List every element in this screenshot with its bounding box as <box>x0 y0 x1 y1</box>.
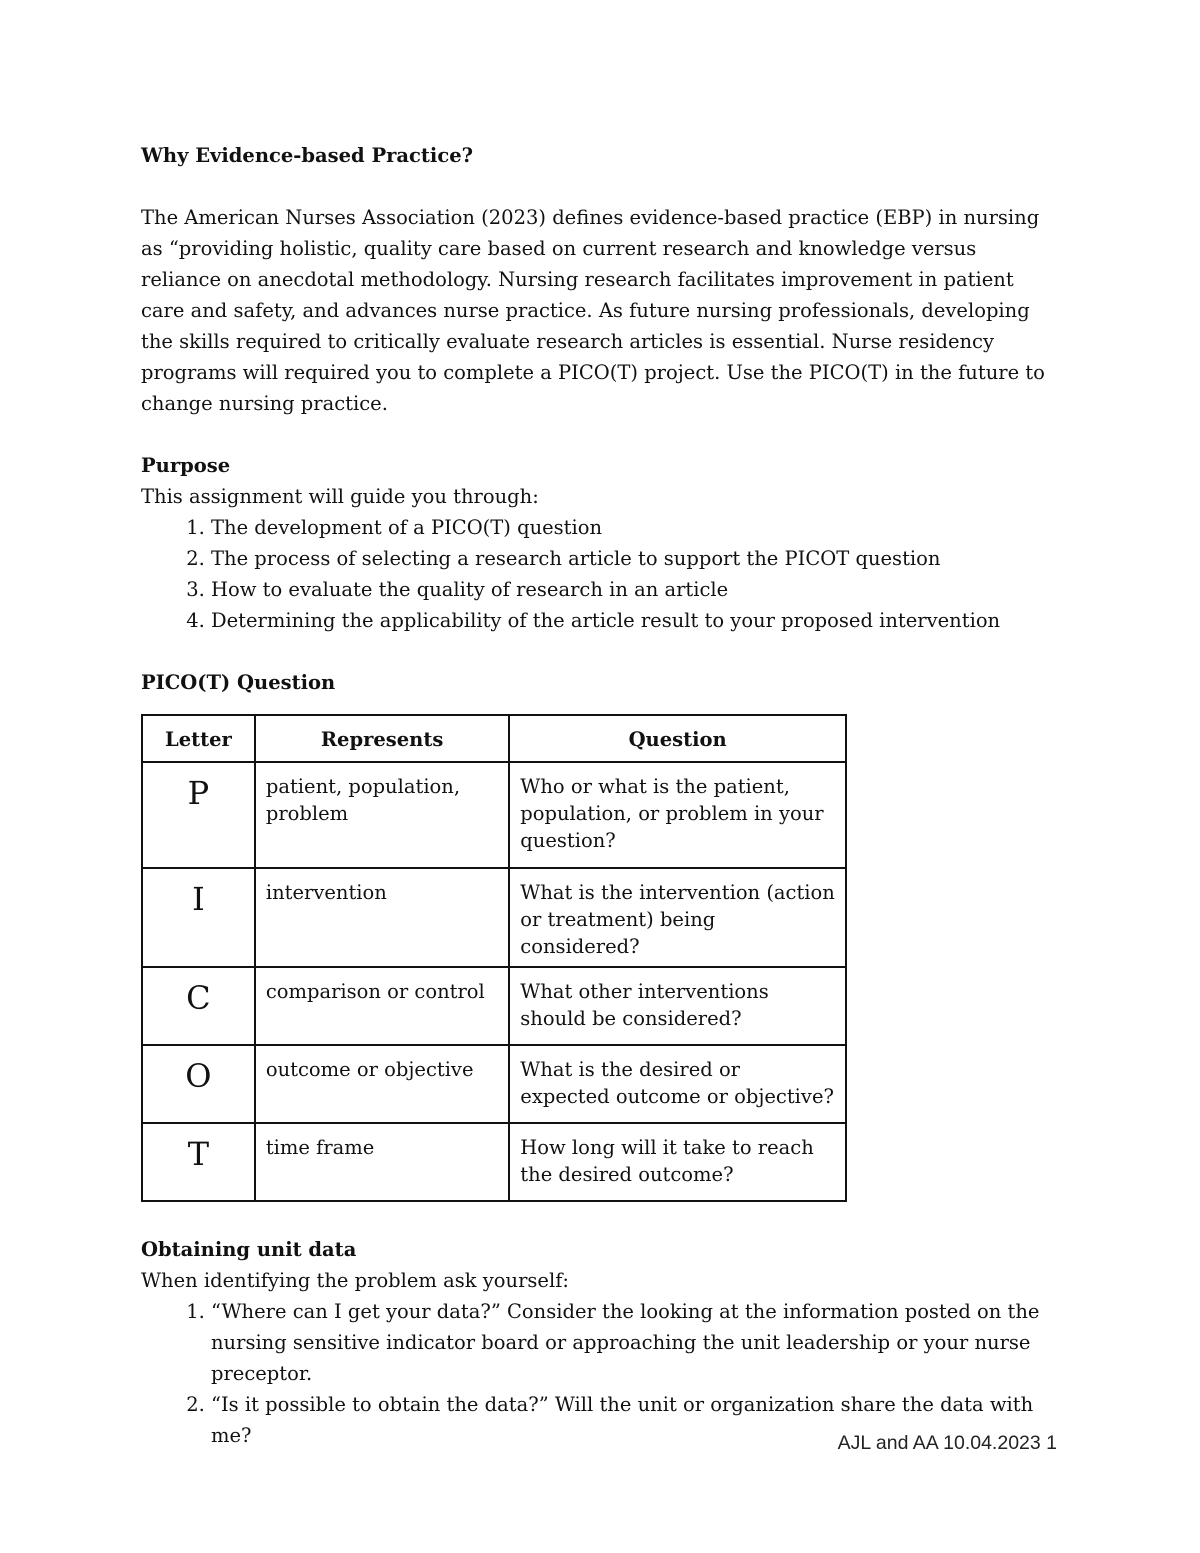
document-page <box>141 140 1061 1451</box>
table-row <box>142 762 846 868</box>
column-header-represents: Represents <box>255 715 509 762</box>
represents-cell: patient, population, problem <box>255 762 509 868</box>
purpose-lead: This assignment will guide you through: <box>141 485 539 508</box>
letter-cell: C <box>142 967 255 1045</box>
table-row <box>142 1123 846 1201</box>
table-row <box>142 1045 846 1123</box>
table-row <box>142 967 846 1045</box>
represents-cell: intervention <box>255 868 509 967</box>
table-header-row <box>142 715 846 762</box>
represents-cell: comparison or control <box>255 967 509 1045</box>
letter-cell: P <box>142 762 255 868</box>
question-cell: What other interventions should be considered? <box>509 967 846 1045</box>
question-cell: How long will it take to reach the desired outcome? <box>509 1123 846 1201</box>
column-header-letter: Letter <box>142 715 255 762</box>
list-item: 1. The development of a PICO(T) question <box>211 512 1061 543</box>
letter-cell: T <box>142 1123 255 1201</box>
purpose-heading: Purpose <box>141 454 231 477</box>
letter-cell: O <box>142 1045 255 1123</box>
letter-cell: I <box>142 868 255 967</box>
intro-heading: Why Evidence-based Practice? <box>141 144 474 167</box>
intro-paragraph: The American Nurses Association (2023) defines evidence-based practice (EBP) in nursing as “providing holistic, quality care based on current research and knowledge versus reliance on anecdotal methodology. Nursing research facilitates improvement in patient care and safety, and advances nurse practice. As future nursing professionals, developing the skills required to critically evaluate research articles is essential. Nurse residency programs will required you to complete a PICO(T) project. Use the PICO(T) in the future to change nursing practice. <box>141 206 1045 415</box>
question-cell: What is the desired or expected outcome or objective? <box>509 1045 846 1123</box>
list-item: 2. “Is it possible to obtain the data?” Will the unit or organization share the data with me? <box>211 1389 1061 1451</box>
question-cell: What is the intervention (action or treatment) being considered? <box>509 868 846 967</box>
list-item: 4. Determining the applicability of the article result to your proposed intervention <box>211 605 1061 636</box>
represents-cell: time frame <box>255 1123 509 1201</box>
pico-table <box>141 714 847 1202</box>
page-footer: AJL and AA 10.04.2023 1 <box>837 1432 1057 1454</box>
question-cell: Who or what is the patient, population, or problem in your question? <box>509 762 846 868</box>
list-item: 3. How to evaluate the quality of research in an article <box>211 574 1061 605</box>
column-header-question: Question <box>509 715 846 762</box>
unit-data-list <box>141 1296 1061 1451</box>
list-item: 1. “Where can I get your data?” Consider the looking at the information posted on the nursing sensitive indicator board or approaching the unit leadership or your nurse preceptor. <box>211 1296 1061 1389</box>
list-item: 2. The process of selecting a research article to support the PICOT question <box>211 543 1061 574</box>
represents-cell: outcome or objective <box>255 1045 509 1123</box>
pico-heading: PICO(T) Question <box>141 671 336 694</box>
table-row <box>142 868 846 967</box>
purpose-list <box>141 512 1061 636</box>
unit-data-heading: Obtaining unit data <box>141 1238 357 1261</box>
unit-data-lead: When identifying the problem ask yourself: <box>141 1269 569 1292</box>
